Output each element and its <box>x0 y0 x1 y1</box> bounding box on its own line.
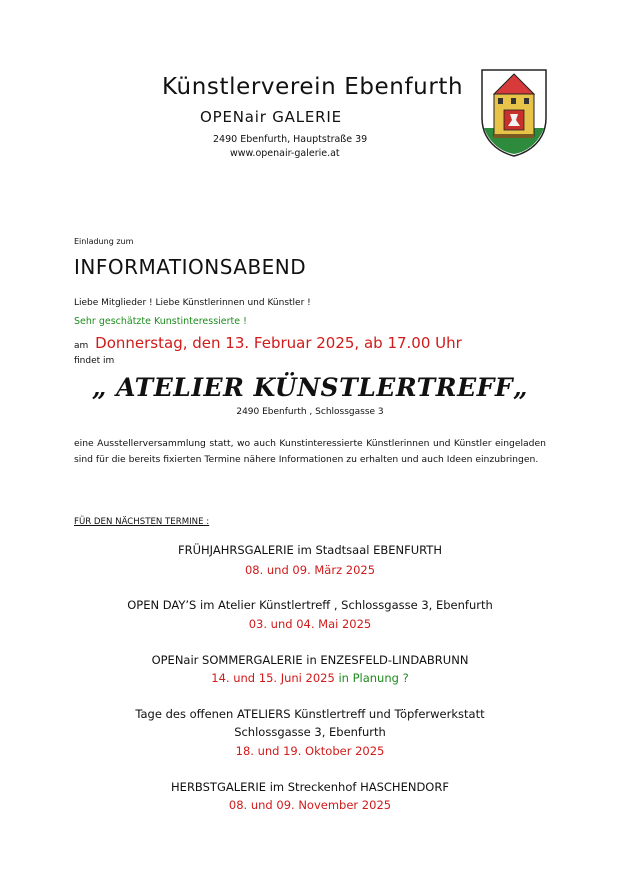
event-name: OPENair SOMMERGALERIE in ENZESFELD-LINDABRUNN <box>151 653 469 667</box>
event-date: 08. und 09. November 2025 <box>228 798 392 812</box>
town-crest-icon <box>480 68 548 158</box>
event-date: 08. und 09. März 2025 <box>244 563 376 577</box>
invite-headline: INFORMATIONSABEND <box>74 255 307 279</box>
event-name-line2: Schlossgasse 3, Ebenfurth <box>234 725 386 739</box>
org-website: www.openair-galerie.at <box>230 148 340 159</box>
invite-paragraph: eine Ausstellerversammlung statt, wo auch Kunstinteressierte Künstlerinnen und Künstler eingeladen sind für die bereits fixierten Termine nähere Informationen zu erhalten und auch Ideen einzubringen. <box>74 438 546 465</box>
event-name: HERBSTGALERIE im Streckenhof HASCHENDORF <box>171 780 449 794</box>
venue-address: 2490 Ebenfurth , Schlossgasse 3 <box>236 407 384 417</box>
event-date-row <box>0 671 620 685</box>
event-name: OPEN DAY’S im Atelier Künstlertreff , Schlossgasse 3, Ebenfurth <box>127 598 493 612</box>
termine-title: FÜR DEN NÄCHSTEN TERMINE : <box>74 517 210 527</box>
event-name: Tage des offenen ATELIERS Künstlertreff und Töpferwerkstatt <box>135 707 485 721</box>
invite-greeting: Liebe Mitglieder ! Liebe Künstlerinnen und Künstler ! <box>74 298 311 308</box>
invite-intro: Einladung zum <box>74 237 134 246</box>
invite-date-row <box>74 334 462 352</box>
date-prefix: am <box>74 341 89 351</box>
org-title: Künstlerverein Ebenfurth <box>162 74 464 100</box>
event-date: 18. und 19. Oktober 2025 <box>235 744 385 758</box>
org-address: 2490 Ebenfurth, Hauptstraße 39 <box>213 134 368 145</box>
org-subtitle: OPENair GALERIE <box>200 108 342 126</box>
venue-title: „ ATELIER KÜNSTLERTREFF„ <box>91 373 528 402</box>
event-note: in Planung ? <box>338 671 409 685</box>
event-date: 03. und 04. Mai 2025 <box>248 617 372 631</box>
invite-greeting-green: Sehr geschätzte Kunstinteressierte ! <box>74 316 247 327</box>
invite-date: Donnerstag, den 13. Februar 2025, ab 17.00 Uhr <box>95 334 462 352</box>
event-date: 14. und 15. Juni 2025 <box>211 671 339 685</box>
event-name: FRÜHJAHRSGALERIE im Stadtsaal EBENFURTH <box>178 543 442 557</box>
invite-findet: findet im <box>74 356 115 366</box>
